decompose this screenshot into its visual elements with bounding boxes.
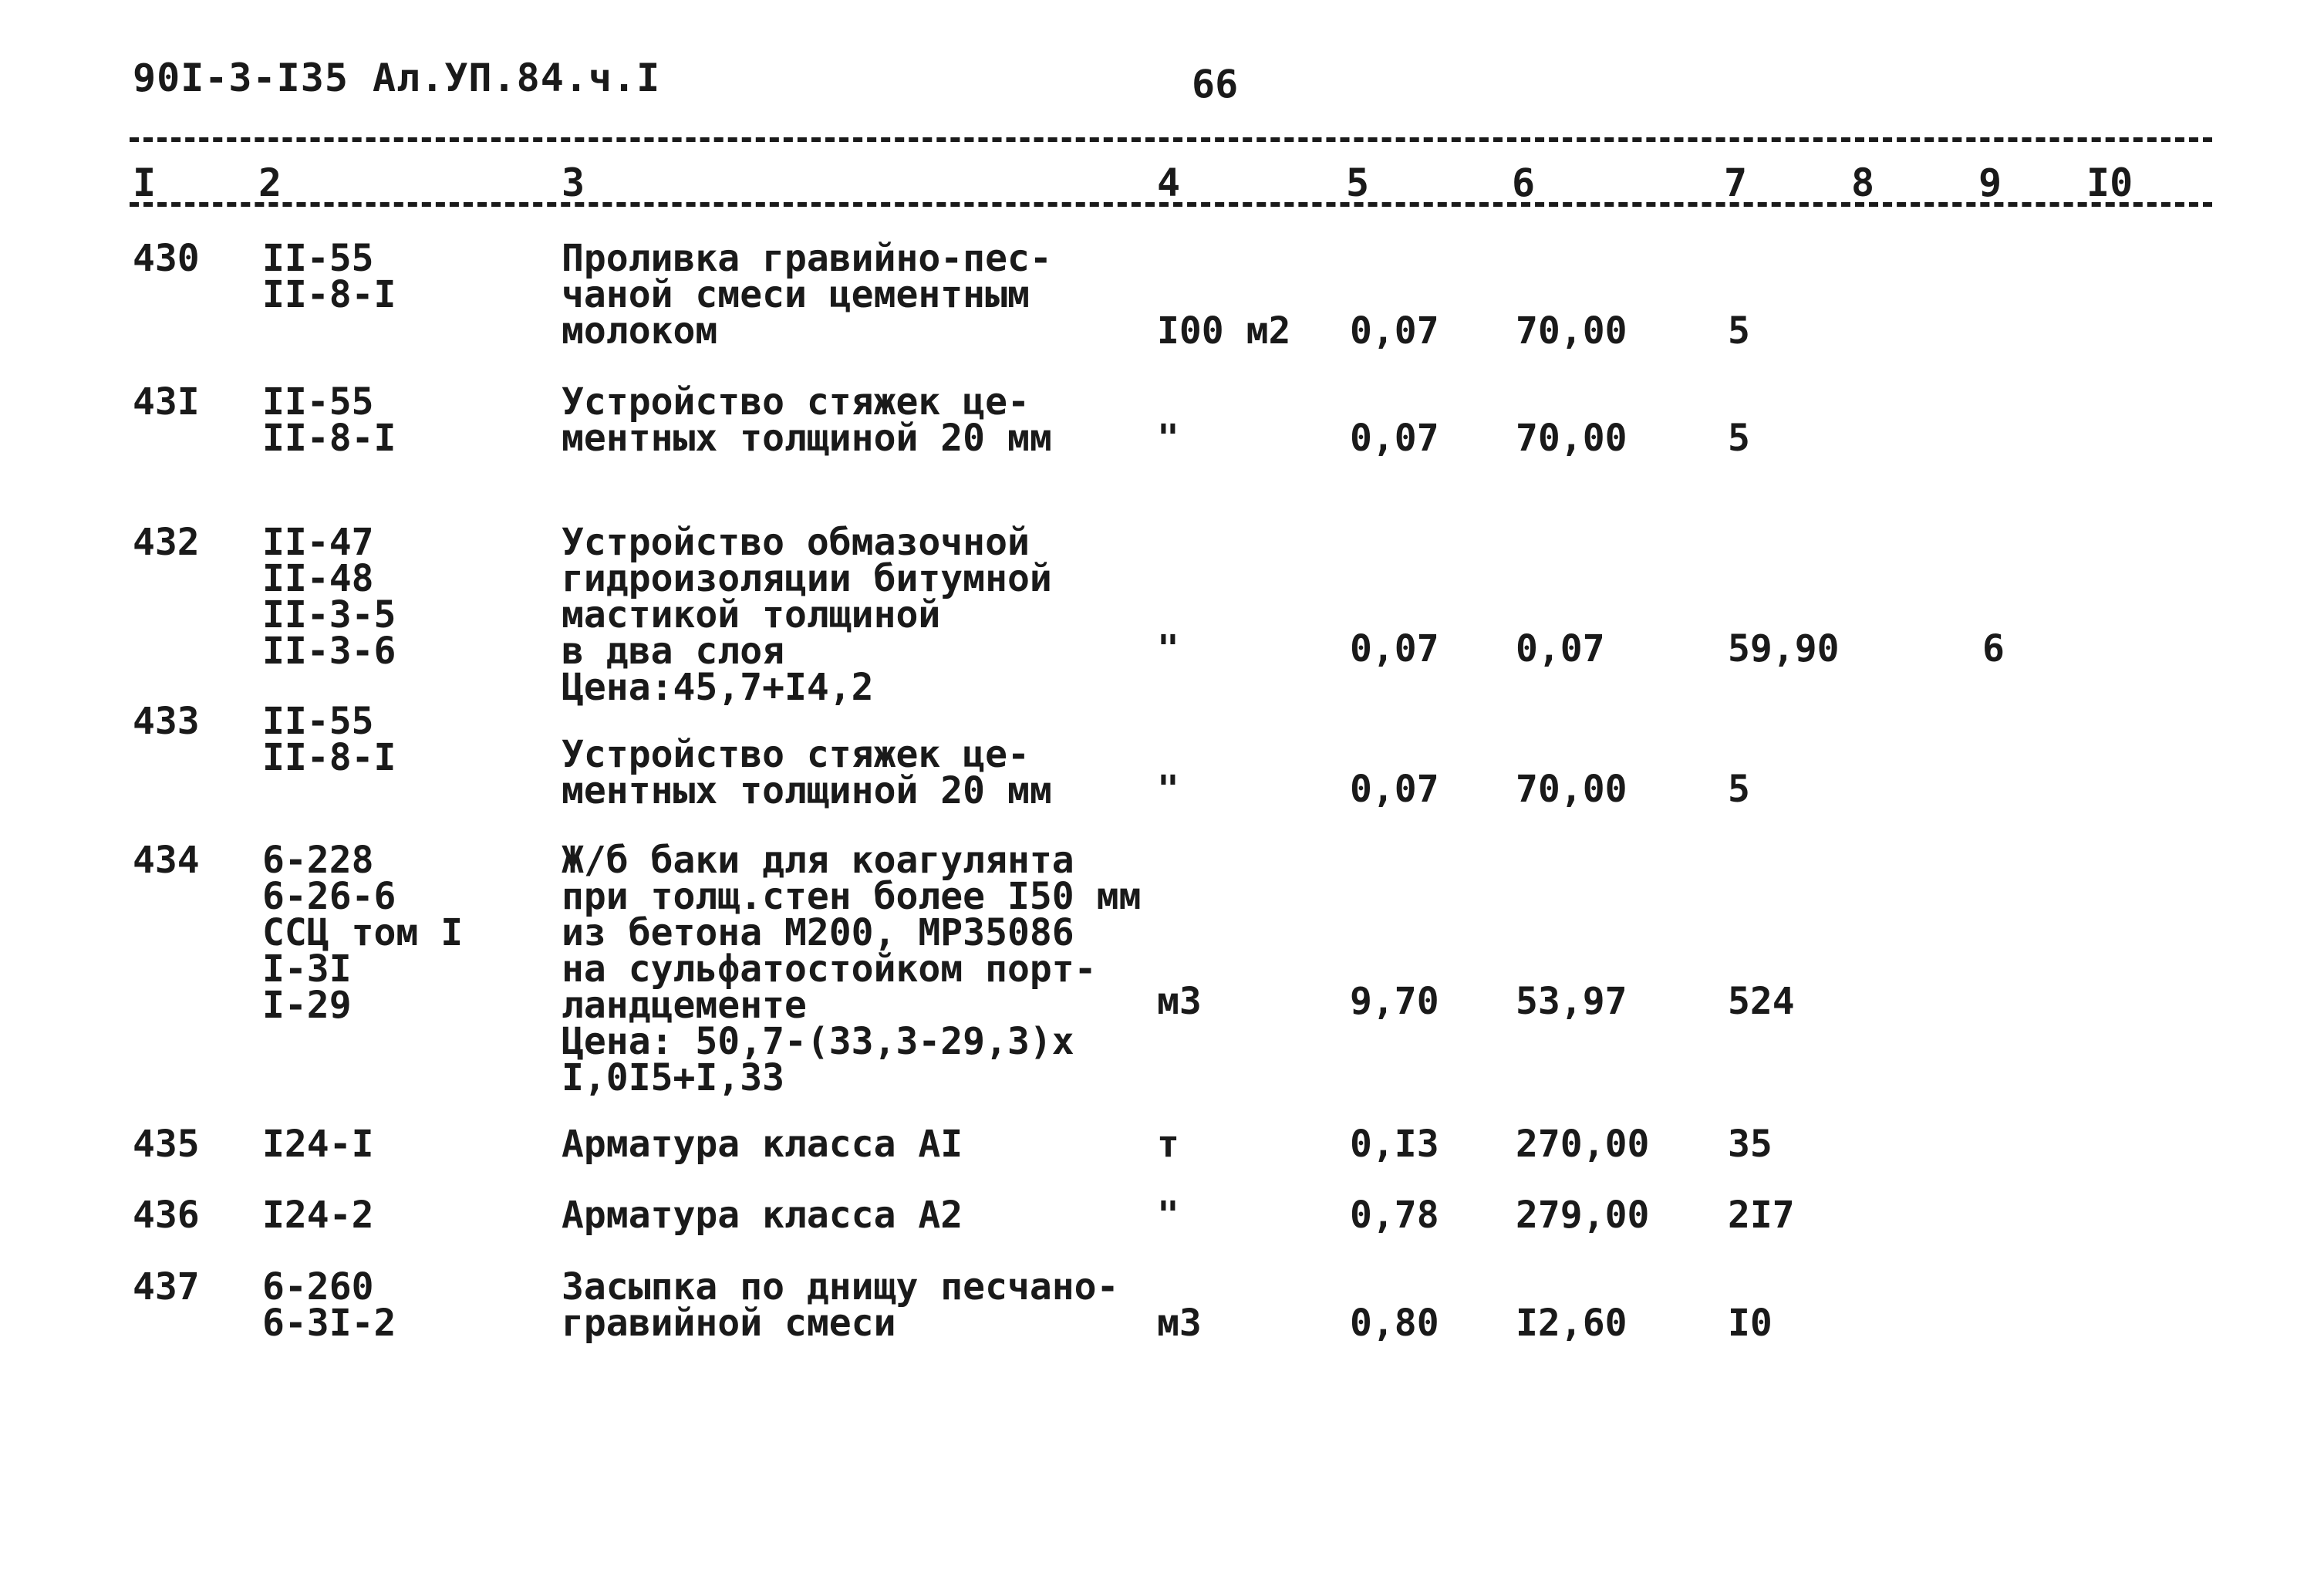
row-description: Устройство стяжек це- ментных толщиной 20 мм bbox=[562, 733, 1052, 812]
row-code: II-55 II-8-I bbox=[262, 380, 396, 460]
column-heading-9: 9 bbox=[1978, 160, 2002, 205]
row-code: II-55 II-8-I bbox=[262, 237, 396, 316]
row-column-7: 5 bbox=[1728, 768, 1750, 811]
row-number: 430 bbox=[133, 237, 200, 280]
column-heading-3: 3 bbox=[562, 160, 585, 205]
row-code: II-47 II-48 II-3-5 II-3-6 bbox=[262, 521, 396, 673]
row-description: Засыпка по днищу песчано- гравийной смеси bbox=[562, 1265, 1119, 1345]
row-price: 70,00 bbox=[1516, 309, 1627, 353]
row-description: Арматура класса АI bbox=[562, 1123, 963, 1166]
row-quantity: 9,70 bbox=[1350, 980, 1439, 1023]
row-column-7: 2I7 bbox=[1728, 1194, 1795, 1237]
row-unit: " bbox=[1157, 768, 1179, 811]
row-code: II-55 II-8-I bbox=[262, 700, 396, 779]
row-unit: т bbox=[1157, 1123, 1179, 1166]
row-column-7: I0 bbox=[1728, 1302, 1773, 1345]
row-quantity: 0,07 bbox=[1350, 309, 1439, 353]
column-heading-7: 7 bbox=[1724, 160, 1748, 205]
row-price: 70,00 bbox=[1516, 768, 1627, 811]
row-price: 279,00 bbox=[1516, 1194, 1650, 1237]
row-description: Устройство обмазочной гидроизоляции битумной мастикой толщиной в два слоя Цена:45,7+I4,2 bbox=[562, 521, 1052, 709]
page-header: 90I-3-I35 Ал.УП.84.ч.I bbox=[133, 56, 661, 100]
row-description: Ж/б баки для коагулянта при толщ.стен более I50 мм из бетона М200, МР35086 на сульфатостойком порт- ландцементе Цена: 50,7-(33,3-29,3)х I,0I5+I,33 bbox=[562, 839, 1142, 1099]
column-heading-2: 2 bbox=[258, 160, 282, 205]
row-number: 435 bbox=[133, 1123, 200, 1166]
page-number: 66 bbox=[1192, 62, 1239, 106]
row-column-7: 5 bbox=[1728, 309, 1750, 353]
row-quantity: 0,07 bbox=[1350, 768, 1439, 811]
column-heading-8: 8 bbox=[1851, 160, 1875, 205]
column-heading-4: 4 bbox=[1157, 160, 1181, 205]
row-column-7: 5 bbox=[1728, 417, 1750, 460]
row-price: I2,60 bbox=[1516, 1302, 1627, 1345]
top-dashed-rule bbox=[130, 137, 2212, 142]
row-unit: " bbox=[1157, 1194, 1179, 1237]
column-heading-10: I0 bbox=[2086, 160, 2133, 205]
column-heading-1: I bbox=[133, 160, 157, 205]
row-column-7: 35 bbox=[1728, 1123, 1773, 1166]
row-column-7: 524 bbox=[1728, 980, 1795, 1023]
row-code: 6-260 6-3I-2 bbox=[262, 1265, 396, 1345]
row-code: 6-228 6-26-6 ССЦ том I I-3I I-29 bbox=[262, 839, 464, 1027]
row-price: 53,97 bbox=[1516, 980, 1627, 1023]
row-quantity: 0,I3 bbox=[1350, 1123, 1439, 1166]
row-description: Проливка гравийно-пес- чаной смеси цементным молоком bbox=[562, 237, 1052, 353]
row-number: 433 bbox=[133, 700, 200, 743]
row-number: 43I bbox=[133, 380, 200, 424]
row-number: 436 bbox=[133, 1194, 200, 1237]
column-heading-5: 5 bbox=[1346, 160, 1370, 205]
row-quantity: 0,80 bbox=[1350, 1302, 1439, 1345]
row-unit: " bbox=[1157, 627, 1179, 670]
row-quantity: 0,07 bbox=[1350, 627, 1439, 670]
row-description: Устройство стяжек це- ментных толщиной 20 мм bbox=[562, 380, 1052, 460]
row-quantity: 0,07 bbox=[1350, 417, 1439, 460]
row-price: 70,00 bbox=[1516, 417, 1627, 460]
row-number: 437 bbox=[133, 1265, 200, 1309]
row-code: I24-2 bbox=[262, 1194, 374, 1237]
row-unit: I00 м2 bbox=[1157, 309, 1291, 353]
row-unit: м3 bbox=[1157, 980, 1202, 1023]
row-number: 434 bbox=[133, 839, 200, 882]
row-unit: " bbox=[1157, 417, 1179, 460]
row-column-9: 6 bbox=[1982, 627, 2005, 670]
header-dashed-rule bbox=[130, 202, 2212, 207]
row-price: 270,00 bbox=[1516, 1123, 1650, 1166]
row-unit: м3 bbox=[1157, 1302, 1202, 1345]
row-code: I24-I bbox=[262, 1123, 374, 1166]
row-price: 0,07 bbox=[1516, 627, 1605, 670]
row-quantity: 0,78 bbox=[1350, 1194, 1439, 1237]
row-number: 432 bbox=[133, 521, 200, 564]
row-column-7: 59,90 bbox=[1728, 627, 1840, 670]
column-heading-6: 6 bbox=[1512, 160, 1536, 205]
row-description: Арматура класса А2 bbox=[562, 1194, 963, 1237]
